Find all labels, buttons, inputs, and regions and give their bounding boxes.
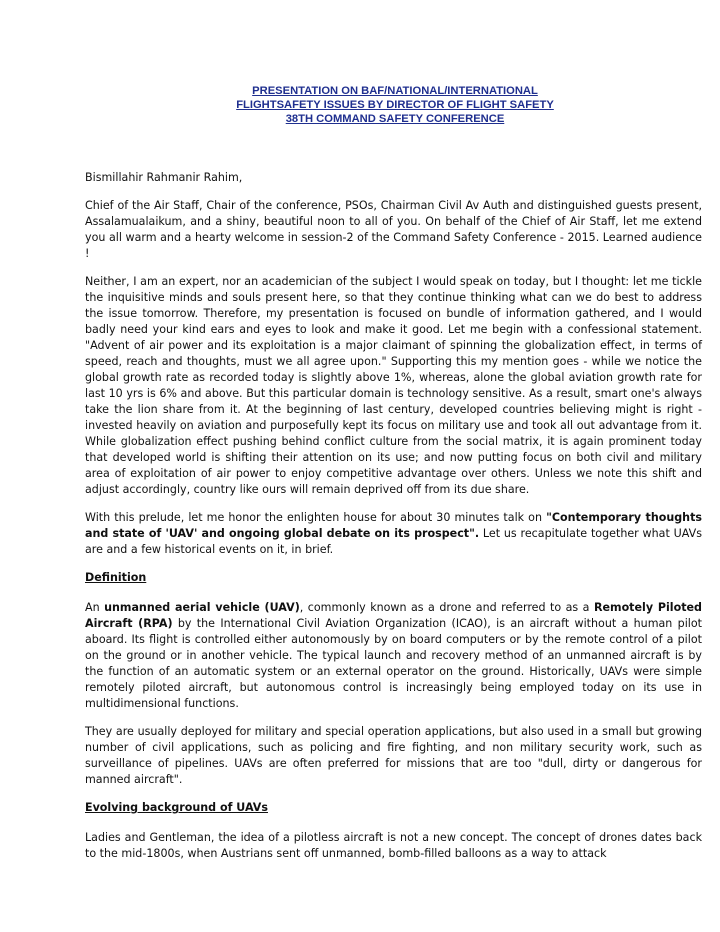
- definition-text-post: by the International Civil Aviation Organization (ICAO), is an aircraft without a human pilot aboard. Its flight is controlled either autonomously by on board computers or by the remote control of a pilot on the ground or in another vehicle. The typical launch and recovery method of an unmanned aircraft is by the function of an automatic system or an external operator on the ground. Historically, UAVs were simple remotely piloted aircraft, but autonomous control is increasingly being employed today on its use in multidimensional functions.: [85, 617, 702, 710]
- paragraph-prelude: Neither, I am an expert, nor an academician of the subject I would speak on today, but I thought: let me tickle the inquisitive minds and souls present here, so that they continue thinking what can we do best to address the issue tomorrow. Therefore, my presentation is focused on bundle of information gathered, and I would badly need your kind ears and eyes to look and make it good. Let me begin with a confessional statement. "Advent of air power and its exploitation is a major claimant of spinning the globalization effect, in terms of speed, reach and thoughts, must we all agree upon." Supporting this my mention goes - while we notice the global growth rate as recorded today is slightly above 1%, whereas, alone the global aviation growth rate for last 10 yrs is 6% and above. But this particular domain is technology sensitive. As a result, smart one's always take the lion share from it. At the beginning of last century, developed countries believing might is right -invested heavily on aviation and purposefully kept its focus on military use and took all out advantage from it. While globalization effect pushing behind conflict culture from the social matrix, it is again prominent today that developed world is shifting their attention on its use; and now putting focus on both civil and military area of exploitation of air power to enjoy competitive advantage over others. Unless we note this shift and adjust accordingly, country like ours will remain deprived off from its due share.: [85, 275, 702, 496]
- term-rpa: Remotely Piloted Aircraft (RPA): [85, 601, 702, 630]
- definition-text-pre: An: [85, 601, 105, 614]
- paragraph-welcome: Chief of the Air Staff, Chair of the conference, PSOs, Chairman Civil Av Auth and distinguished guests present, Assalamualaikum, and a shiny, beautiful noon to all of you. On behalf of the Chief of Air Staff, let me extend you all warm and a hearty welcome in session-2 of the Command Safety Conference - 2015. Learned audience !: [85, 199, 702, 260]
- paragraph-definition: [85, 600, 702, 712]
- greeting: Bismillahir Rahmanir Rahim,: [85, 171, 243, 184]
- paragraph-applications: They are usually deployed for military and special operation applications, but also used in a small but growing number of civil applications, such as policing and fire fighting, and non military security work, such as surveillance of pipelines. UAVs are often preferred for missions that are too "dull, dirty or dangerous for manned aircraft".: [85, 725, 702, 786]
- topic-title: "Contemporary thoughts and state of 'UAV' and ongoing global debate on its prospect".: [85, 511, 702, 540]
- topic-text-post: Let us recapitulate together what UAVs are and a few historical events on it, in brief.: [85, 527, 703, 556]
- paragraph-topic: [85, 510, 702, 558]
- term-uav: unmanned aerial vehicle (UAV): [104, 601, 300, 614]
- title-line-1: PRESENTATION ON BAF/NATIONAL/INTERNATIONAL: [252, 85, 538, 97]
- topic-text-pre: With this prelude, let me honor the enlighten house for about 30 minutes talk on: [85, 511, 547, 524]
- document-title: [150, 84, 640, 126]
- heading-definition: Definition: [85, 571, 147, 584]
- paragraph-background: Ladies and Gentleman, the idea of a pilotless aircraft is not a new concept. The concept of drones dates back to the mid-1800s, when Austrians sent off unmanned, bomb-filled balloons as a way to attack: [85, 831, 702, 860]
- definition-text-mid: , commonly known as a drone and referred to as a: [299, 601, 594, 614]
- title-line-2: FLIGHTSAFETY ISSUES BY DIRECTOR OF FLIGHT SAFETY: [236, 99, 554, 111]
- document-body: [85, 170, 702, 874]
- heading-background: Evolving background of UAVs: [85, 801, 268, 814]
- title-line-3: 38TH COMMAND SAFETY CONFERENCE: [285, 113, 505, 125]
